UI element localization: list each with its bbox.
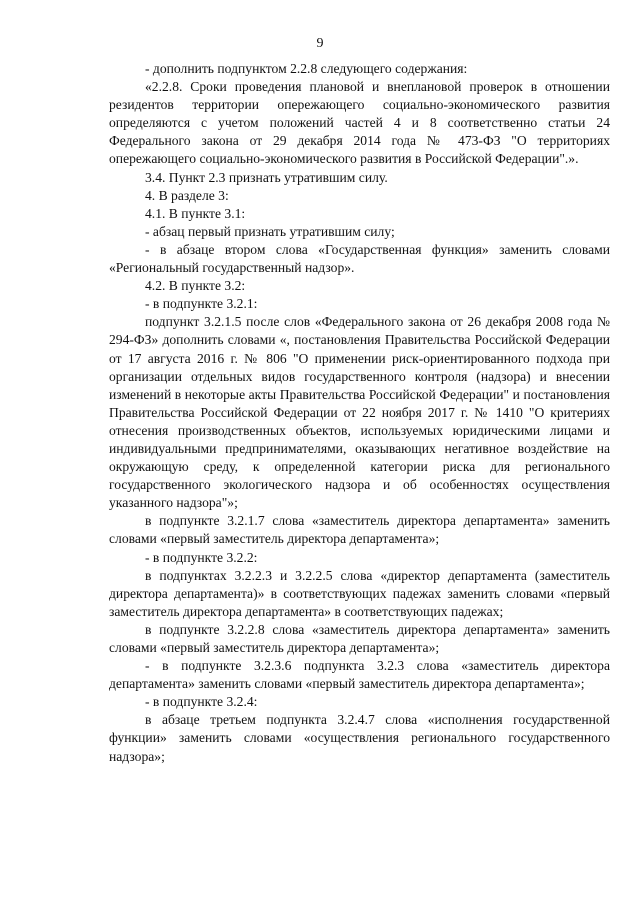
page-number: 9 xyxy=(316,36,324,51)
paragraph: - в абзаце втором слова «Государственная функция» заменить словами «Региональный государственный надзор». xyxy=(109,241,610,276)
paragraph: 4. В разделе 3: xyxy=(145,187,229,203)
paragraph: 4.2. В пункте 3.2: xyxy=(145,278,246,294)
paragraph: подпункт 3.2.1.5 после слов «Федерального закона от 26 декабря 2008 года № 294-ФЗ» дополнить словами «, постановления Правительства Российской Федерации от 17 августа 2016 г. № 806 "О применении риск-ориентированного подхода при организации отдельных видов государственного контроля (надзора) и внесении изменений в некоторые акты Правительства Российской Федерации" и постановления Правительства Российской Федерации от 22 ноября 2017 г. № 1410 "О критериях отнесения производственных объектов, используемых юридическими лицами и индивидуальными предпринимателями, оказывающих негативное воздействие на окружающую среду, к определенной категории риска для регионального государственного экологического надзора и об особенностях осуществления указанного надзора"»; xyxy=(109,314,610,511)
paragraph: - в подпункте 3.2.4: xyxy=(145,694,258,710)
paragraph: в подпунктах 3.2.2.3 и 3.2.2.5 слова «директор департамента (заместитель директора департамента)» в соответствующих падежах заменить словами «первый заместитель директора департамента» в соответствующих падежах; xyxy=(109,567,610,619)
paragraph: в абзаце третьем подпункта 3.2.4.7 слова «исполнения государственной функции» заменить словами «осуществления регионального государственного надзора»; xyxy=(109,712,610,764)
paragraph: 3.4. Пункт 2.3 признать утратившим силу. xyxy=(145,169,388,185)
paragraph: - в подпункте 3.2.1: xyxy=(145,296,258,312)
paragraph: - в подпункте 3.2.3.6 подпункта 3.2.3 слова «заместитель директора департамента» заменить словами «первый заместитель директора департамента»; xyxy=(109,658,610,692)
paragraph: «2.2.8. Сроки проведения плановой и внеплановой проверок в отношении резидентов территории опережающего социально-экономического развития определяются с учетом положений частей 4 и 8 соответственно статьи 24 Федерального закона от 29 декабря 2014 года № 473-ФЗ "О территориях опережающего социально-экономического развития в Российской Федерации".». xyxy=(109,79,610,167)
paragraph: 4.1. В пункте 3.1: xyxy=(145,205,246,221)
paragraph: - абзац первый признать утратившим силу; xyxy=(145,223,395,239)
paragraph: в подпункте 3.2.2.8 слова «заместитель директора департамента» заменить словами «первый заместитель директора департамента»; xyxy=(109,621,610,655)
paragraph: - дополнить подпунктом 2.2.8 следующего содержания: xyxy=(145,61,468,76)
document-body xyxy=(109,60,610,766)
paragraph: - в подпункте 3.2.2: xyxy=(145,549,258,565)
paragraph: в подпункте 3.2.1.7 слова «заместитель директора департамента» заменить словами «первый заместитель директора департамента»; xyxy=(109,513,610,547)
